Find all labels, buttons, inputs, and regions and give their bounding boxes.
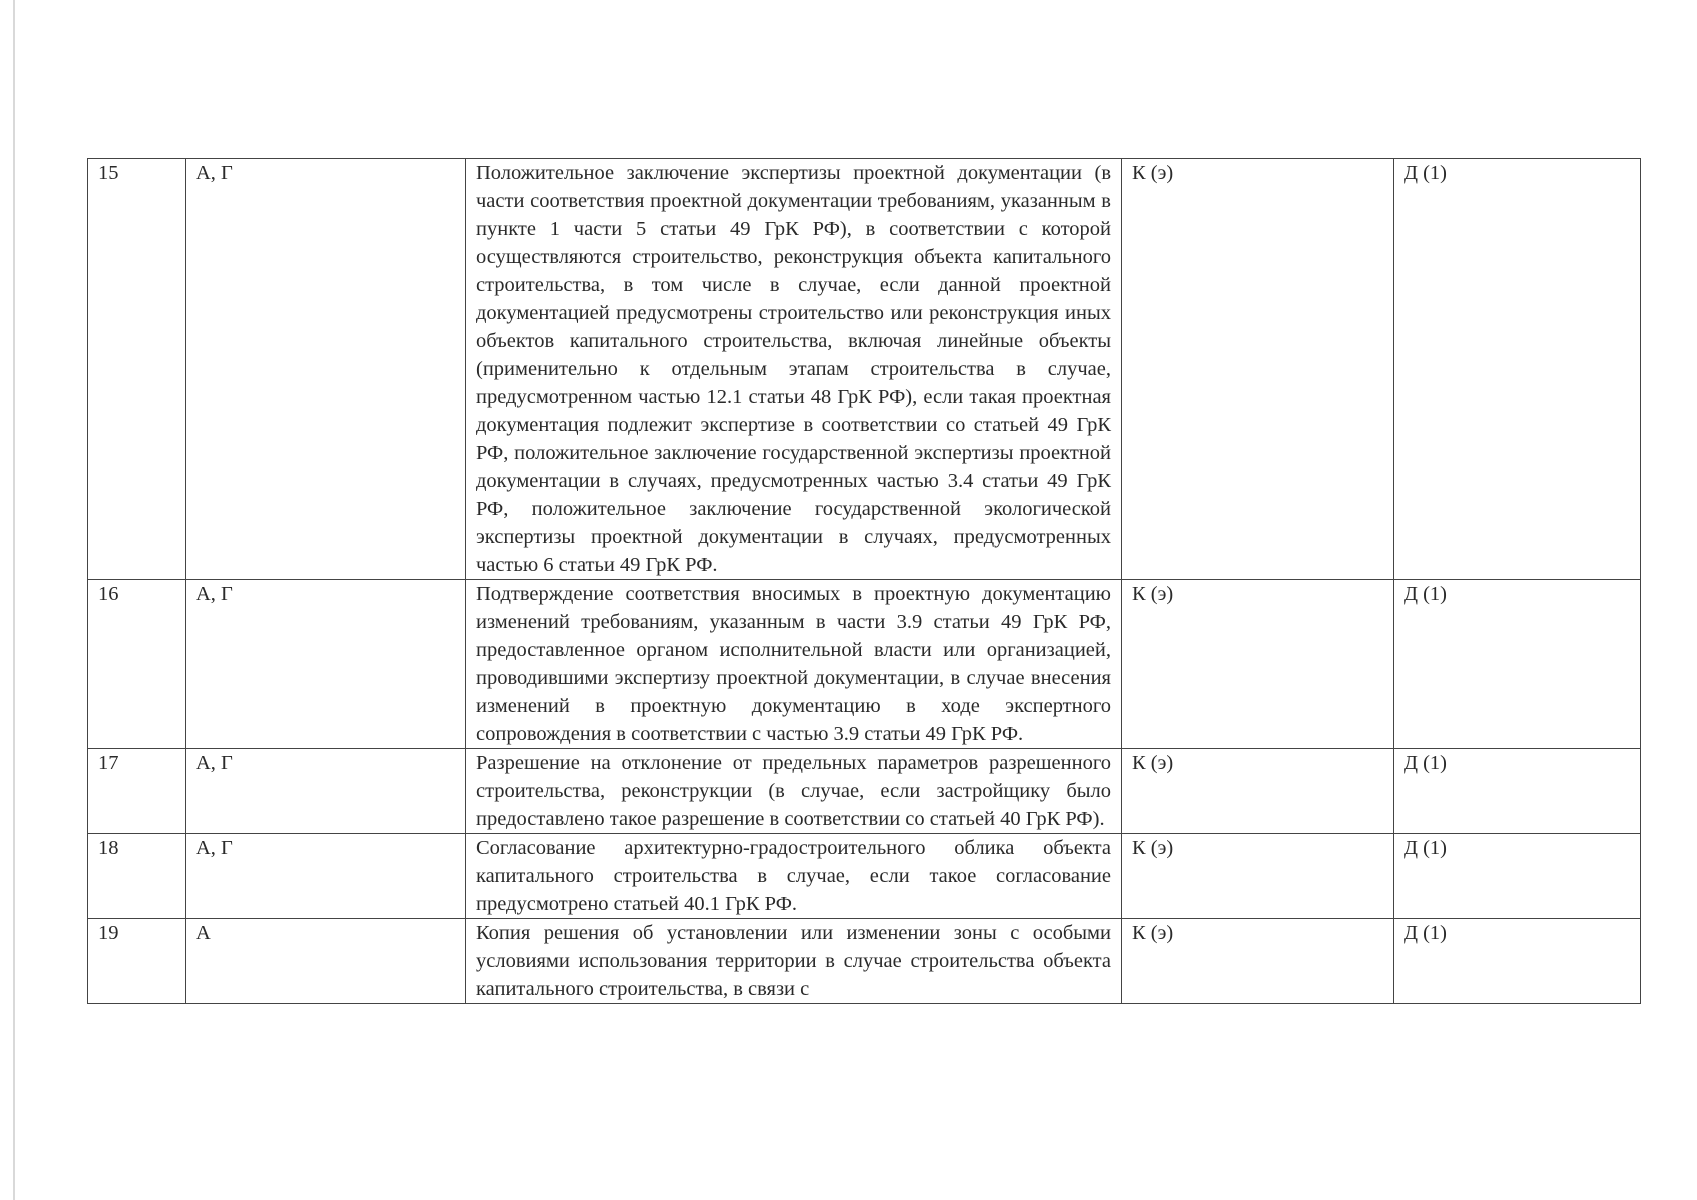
row-description: Копия решения об установлении или изменении зоны с особыми условиями использования территории в случае строительства объекта капитального строительства, в связи с: [466, 919, 1122, 1004]
row-k-value: К (э): [1122, 580, 1394, 749]
row-d-value: Д (1): [1394, 159, 1641, 580]
row-k-value: К (э): [1122, 749, 1394, 834]
row-number: 18: [88, 834, 186, 919]
scan-edge: [13, 0, 15, 1200]
row-code: А: [186, 919, 466, 1004]
row-number: 15: [88, 159, 186, 580]
row-description: Подтверждение соответствия вносимых в проектную документацию изменений требованиям, указанным в части 3.9 статьи 49 ГрК РФ, предоставленное органом исполнительной власти или организацией, проводившими экспертизу проектной документации, в случае внесения изменений в проектную документацию в ходе экспертного сопровождения в соответствии с частью 3.9 статьи 49 ГрК РФ.: [466, 580, 1122, 749]
row-number: 16: [88, 580, 186, 749]
document-table: [87, 158, 1641, 1004]
row-number: 17: [88, 749, 186, 834]
row-code: А, Г: [186, 834, 466, 919]
row-k-value: К (э): [1122, 159, 1394, 580]
row-d-value: Д (1): [1394, 749, 1641, 834]
row-code: А, Г: [186, 580, 466, 749]
row-k-value: К (э): [1122, 834, 1394, 919]
row-d-value: Д (1): [1394, 580, 1641, 749]
row-description: Согласование архитектурно-градостроительного облика объекта капитального строительства в случае, если такое согласование предусмотрено статьей 40.1 ГрК РФ.: [466, 834, 1122, 919]
row-description: Разрешение на отклонение от предельных параметров разрешенного строительства, реконструкции (в случае, если застройщику было предоставлено такое разрешение в соответствии со статьей 40 ГрК РФ).: [466, 749, 1122, 834]
table-row: [88, 749, 1641, 834]
table-row: [88, 580, 1641, 749]
table-row: [88, 159, 1641, 580]
row-description: Положительное заключение экспертизы проектной документации (в части соответствия проектной документации требованиям, указанным в пункте 1 части 5 статьи 49 ГрК РФ), в соответствии с которой осуществляются строительство, реконструкция объекта капитального строительства, в том числе в случае, если данной проектной документацией предусмотрены строительство или реконструкция иных объектов капитального строительства, включая линейные объекты (применительно к отдельным этапам строительства в случае, предусмотренном частью 12.1 статьи 48 ГрК РФ), если такая проектная документация подлежит экспертизе в соответствии со статьей 49 ГрК РФ, положительное заключение государственной экспертизы проектной документации в случаях, предусмотренных частью 3.4 статьи 49 ГрК РФ, положительное заключение государственной экологической экспертизы проектной документации в случаях, предусмотренных частью 6 статьи 49 ГрК РФ.: [466, 159, 1122, 580]
table-row: [88, 919, 1641, 1004]
row-code: А, Г: [186, 159, 466, 580]
row-k-value: К (э): [1122, 919, 1394, 1004]
row-code: А, Г: [186, 749, 466, 834]
table-row: [88, 834, 1641, 919]
row-number: 19: [88, 919, 186, 1004]
row-d-value: Д (1): [1394, 919, 1641, 1004]
row-d-value: Д (1): [1394, 834, 1641, 919]
